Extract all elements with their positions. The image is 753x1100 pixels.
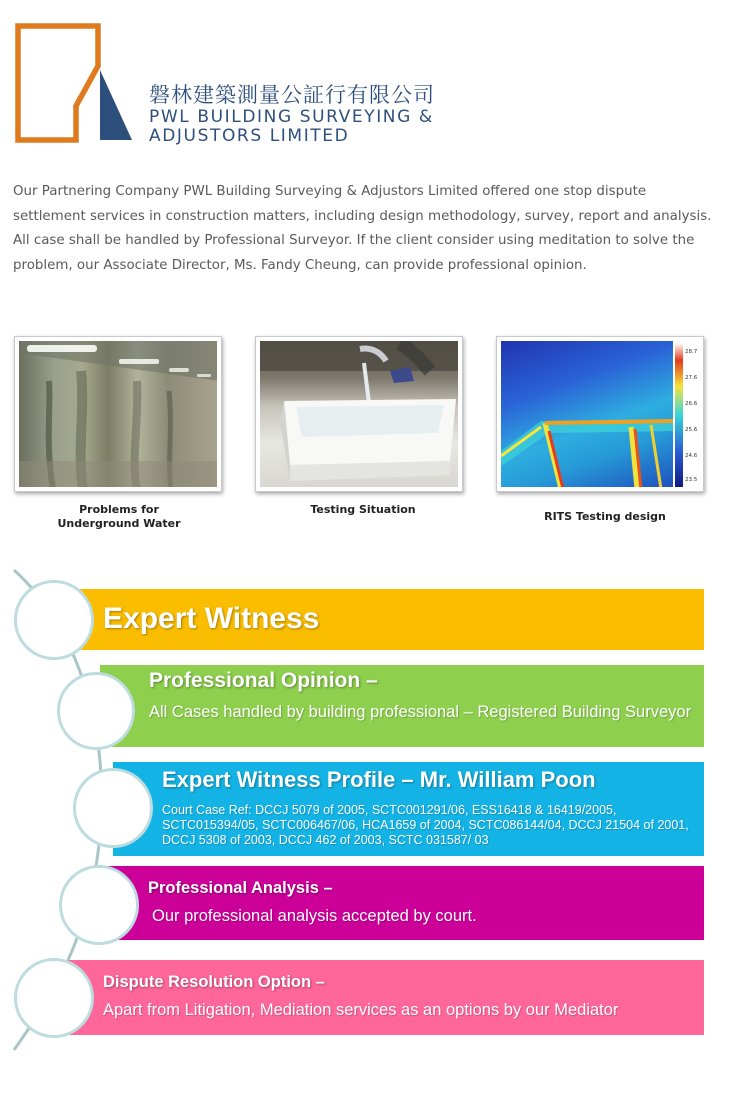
logo-english-name (149, 108, 434, 146)
company-logo (14, 22, 444, 147)
caption-rits-testing: RITS Testing design (544, 510, 666, 523)
caption-testing-situation: Testing Situation (310, 503, 416, 516)
photo-underground-water (14, 336, 222, 492)
caption-underground-water (9, 503, 229, 531)
timeline-circle (14, 580, 94, 660)
pwl-logo-mark (14, 22, 144, 147)
timeline-circle (14, 958, 94, 1038)
scale-label: 28.7 (685, 349, 698, 355)
caption-line-2: Underground Water (57, 517, 181, 530)
professional-analysis-bar (100, 866, 704, 940)
logo-english-line-1: PWL BUILDING SURVEYING & (149, 107, 434, 127)
expert-profile-title: Expert Witness Profile – Mr. William Poon (162, 767, 596, 792)
timeline-circle (73, 768, 153, 848)
professional-analysis-title: Professional Analysis – (148, 879, 333, 897)
rits-thermal-image (501, 341, 699, 487)
timeline-circle (59, 865, 139, 945)
timeline-circle (57, 672, 135, 750)
dispute-resolution-body: Apart from Litigation, Mediation services as an options by our Mediator (103, 1001, 619, 1019)
logo-chinese-name: 磐林建築測量公証行有限公司 (149, 83, 435, 107)
scale-label: 25.6 (685, 427, 698, 433)
expert-witness-title: Expert Witness (103, 602, 320, 635)
scale-label: 24.6 (685, 453, 698, 459)
expert-profile-court-cases: Court Case Ref: DCCJ 5079 of 2005, SCTC001291/06, ESS16418 & 16419/2005, SCTC015394/05, SCTC006467/06, HCA1659 of 2004, SCTC086144/04, DCCJ 21504 of 2001, DCCJ 5308 of 2003, DCCJ 462 of 2003, SCTC 031587/ 03 (162, 803, 689, 847)
testing-situation-image (260, 341, 458, 487)
expert-witness-bar (52, 589, 704, 650)
photo-rits-testing (496, 336, 704, 492)
logo-english-line-2: ADJUSTORS LIMITED (149, 126, 350, 146)
photo-testing-situation (255, 336, 463, 492)
caption-line-1: Problems for (79, 503, 159, 516)
scale-label: 27.6 (685, 375, 698, 381)
professional-analysis-body: Our professional analysis accepted by court. (152, 907, 477, 925)
professional-opinion-title: Professional Opinion – (149, 669, 378, 692)
dispute-resolution-bar (52, 960, 704, 1035)
scale-label: 26.6 (685, 401, 698, 407)
dispute-resolution-title: Dispute Resolution Option – (103, 973, 325, 991)
professional-opinion-body: All Cases handled by building professional – Registered Building Surveyor (149, 703, 692, 721)
intro-paragraph: Our Partnering Company PWL Building Surveying & Adjustors Limited offered one stop dispute settlement services in construction matters, including design methodology, survey, report and analysis. All case shall be handled by Professional Surveyor. If the client consider using meditation to solve the problem, our Associate Director, Ms. Fandy Cheung, can provide professional opinion. (13, 184, 712, 273)
professional-opinion-bar (100, 665, 704, 747)
expert-profile-bar (113, 762, 704, 856)
underground-water-image (19, 341, 217, 487)
scale-label: 23.5 (685, 477, 698, 483)
